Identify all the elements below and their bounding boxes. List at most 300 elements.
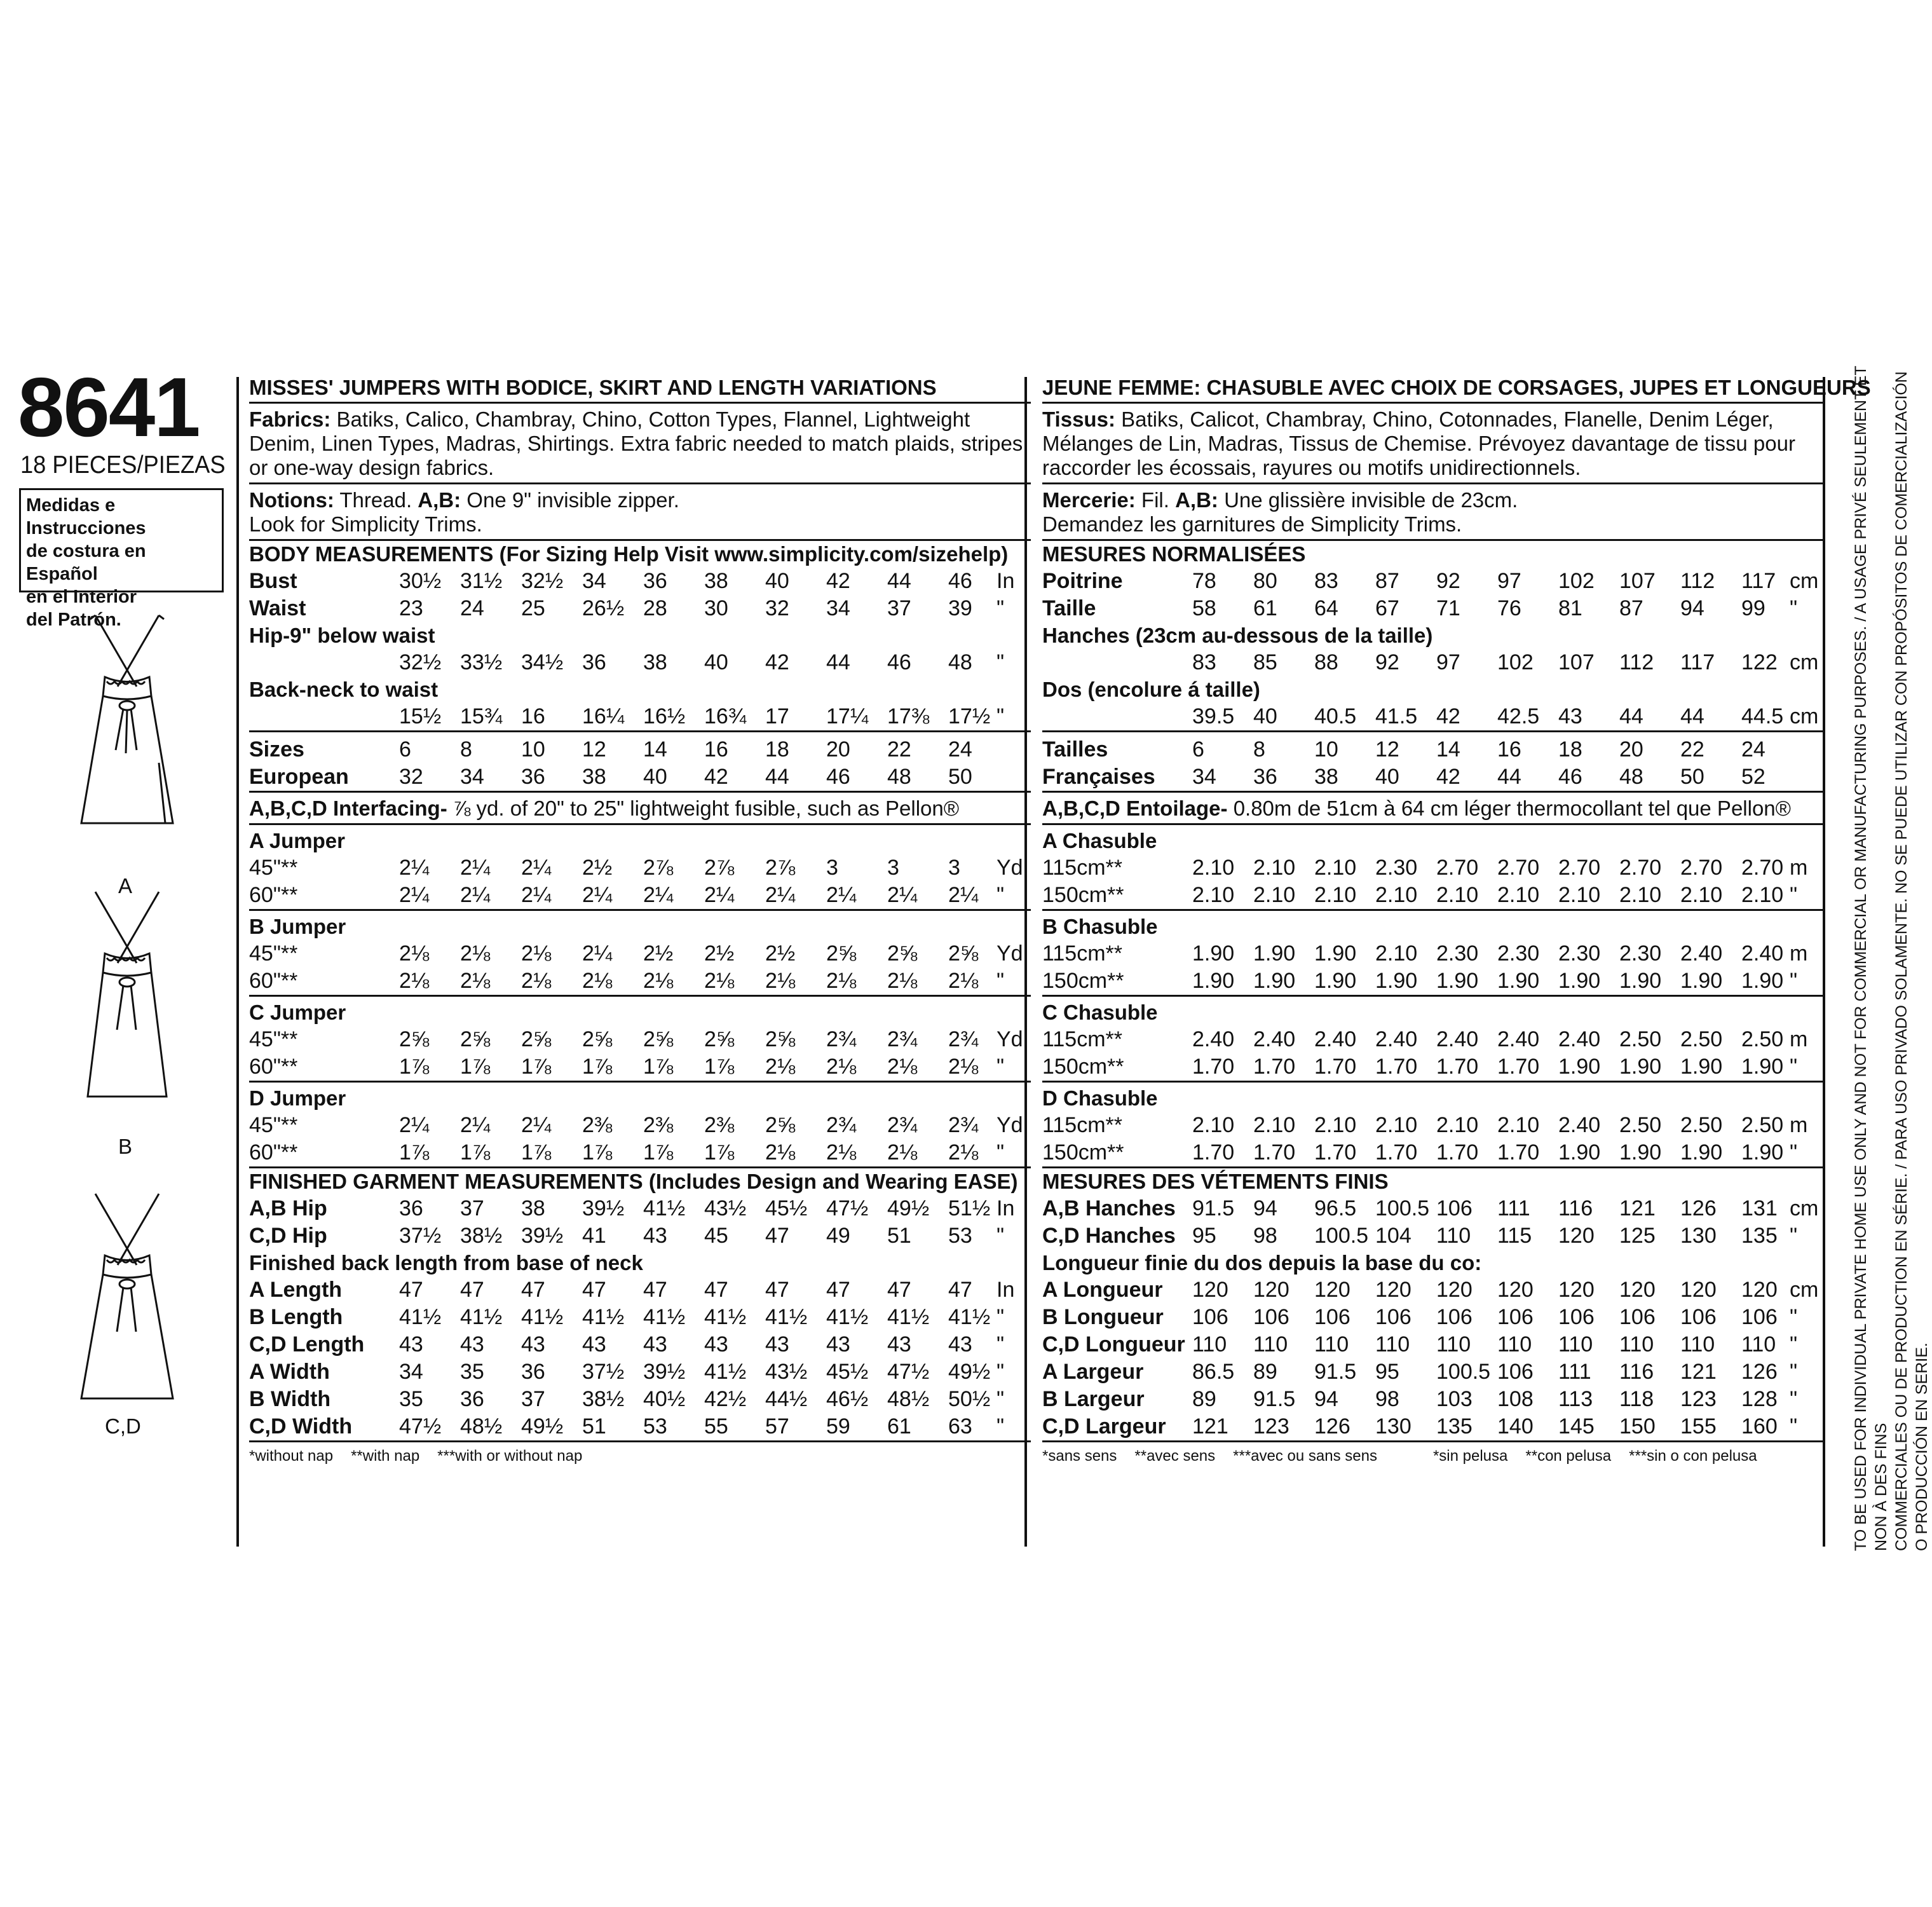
yardage-value: 2.10 <box>1253 883 1296 907</box>
hip-value: 32½ <box>399 650 442 674</box>
yardage-value: 1.90 <box>1680 1140 1723 1165</box>
yardage-value: 2¼ <box>460 856 491 880</box>
yardage-value: 2.70 <box>1619 856 1662 880</box>
yardage-value: 2½ <box>765 941 796 966</box>
fabrics-text: Batiks, Calico, Chambray, Chino, Cotton Types, Flannel, Lightweight Denim, Linen Types, Madras, Shirtings. Extra fabric needed to match plaids, stripes or one-way design fabrics. <box>249 407 1023 479</box>
finished-value: 106 <box>1619 1305 1656 1329</box>
yardage-label: 115cm** <box>1042 856 1122 880</box>
yardage-label: 45"** <box>249 1113 298 1137</box>
finished-value: 110 <box>1192 1332 1227 1357</box>
finished-value: 41½ <box>460 1305 503 1329</box>
yardage-table <box>1042 911 1824 997</box>
yardage-value: 2¼ <box>399 856 430 880</box>
finished-value: 47 <box>582 1278 606 1302</box>
spanish-note-line: del Patrón. <box>26 610 121 630</box>
ab-hip-unit: cm <box>1790 1196 1819 1220</box>
back-neck-value: 15½ <box>399 704 442 728</box>
yardage-table <box>1042 1083 1824 1168</box>
hip-value: 48 <box>948 650 972 674</box>
view-b-label: B <box>118 1135 133 1158</box>
finished-unit: " <box>997 1360 1005 1384</box>
finished-value: 94 <box>1314 1387 1338 1411</box>
yardage-value: 1.90 <box>1680 969 1723 993</box>
finished-value: 49½ <box>521 1414 564 1439</box>
yardage-value: 2.50 <box>1741 1027 1784 1051</box>
finished-value: 86.5 <box>1192 1360 1235 1384</box>
yardage-value: 2⅝ <box>460 1027 491 1051</box>
interfacing-label: A,B,C,D Entoilage- <box>1042 796 1228 820</box>
finished-label: A Width <box>249 1360 330 1384</box>
ab-hip-label: A,B Hanches <box>1042 1196 1176 1220</box>
size-value: 14 <box>1436 737 1460 762</box>
yardage-value: 1⅞ <box>399 1140 430 1165</box>
yardage-value: 2⅛ <box>887 1140 918 1165</box>
ab-hip-unit: In <box>997 1196 1015 1220</box>
hip-value: 88 <box>1314 650 1338 674</box>
size-value: 12 <box>582 737 606 762</box>
bust-value: 78 <box>1192 569 1216 593</box>
european-size-value: 34 <box>1192 765 1216 789</box>
finished-label: C,D Longueur <box>1042 1332 1185 1357</box>
finished-value: 160 <box>1741 1414 1778 1439</box>
finished-row <box>249 1331 1031 1358</box>
finished-value: 110 <box>1680 1332 1715 1357</box>
yardage-value: 2.40 <box>1558 1027 1601 1051</box>
european-size-label: Françaises <box>1042 765 1155 789</box>
yardage-value: 2.10 <box>1192 883 1235 907</box>
cd-hip-unit: " <box>1790 1224 1798 1248</box>
finished-value: 43 <box>521 1332 545 1357</box>
yardage-value: 2.10 <box>1558 883 1601 907</box>
bust-label: Bust <box>249 569 297 593</box>
finished-value: 47 <box>826 1278 850 1302</box>
waist-value: 71 <box>1436 596 1460 620</box>
hip-unit: cm <box>1790 650 1819 674</box>
finished-label: A Length <box>249 1278 343 1302</box>
waist-value: 58 <box>1192 596 1216 620</box>
back-neck-value: 44 <box>1619 704 1643 728</box>
finished-value: 41½ <box>948 1305 991 1329</box>
yardage-value: 2.10 <box>1253 1113 1296 1137</box>
cd-hip-value: 39½ <box>521 1224 564 1248</box>
back-neck-value: 39.5 <box>1192 704 1235 728</box>
cd-hip-unit: " <box>997 1224 1005 1248</box>
footnote: **avec sens <box>1134 1447 1216 1465</box>
cd-hip-value: 110 <box>1436 1224 1471 1248</box>
yardage-value: 2⅛ <box>765 1055 796 1079</box>
finished-value: 43 <box>460 1332 484 1357</box>
yardage-row <box>1042 1139 1824 1166</box>
finished-value: 106 <box>1558 1305 1595 1329</box>
bust-value: 112 <box>1680 569 1715 593</box>
finished-label: A Largeur <box>1042 1360 1144 1384</box>
yardage-label: 115cm** <box>1042 1113 1122 1137</box>
view-a-sketch <box>70 610 184 833</box>
yardage-row <box>249 940 1031 967</box>
finished-unit: " <box>1790 1360 1798 1384</box>
yardage-value: 2⅛ <box>826 1055 857 1079</box>
bust-value: 117 <box>1741 569 1776 593</box>
back-neck-value: 42.5 <box>1497 704 1540 728</box>
finished-value: 57 <box>765 1414 789 1439</box>
notions-trims: Demandez les garnitures de Simplicity Trims. <box>1042 512 1462 536</box>
cd-hip-value: 95 <box>1192 1224 1216 1248</box>
yardage-value: 2¼ <box>521 1113 552 1137</box>
yardage-value: 2.10 <box>1375 1113 1418 1137</box>
bust-value: 36 <box>643 569 667 593</box>
finished-value: 50½ <box>948 1387 991 1411</box>
interfacing-label: A,B,C,D Interfacing- <box>249 796 447 820</box>
yardage-value: 2.40 <box>1436 1027 1479 1051</box>
size-value: 16 <box>1497 737 1521 762</box>
bust-row <box>1042 568 1824 595</box>
yardage-value: 2.40 <box>1253 1027 1296 1051</box>
size-value: 16 <box>704 737 728 762</box>
finished-value: 49½ <box>948 1360 991 1384</box>
yardage-value: 2¼ <box>826 883 857 907</box>
yardage-label: 150cm** <box>1042 883 1124 907</box>
finished-value: 41½ <box>704 1360 747 1384</box>
notions-text: Fil. <box>1141 488 1169 512</box>
hip-value: 44 <box>826 650 850 674</box>
yardage-value: 2⅛ <box>460 941 491 966</box>
size-value: 20 <box>1619 737 1643 762</box>
yardage-value: 2⅛ <box>521 969 552 993</box>
cd-hip-value: 115 <box>1497 1224 1532 1248</box>
finished-value: 120 <box>1558 1278 1595 1302</box>
yardage-heading: D Jumper <box>249 1086 346 1110</box>
finished-unit: " <box>997 1387 1005 1411</box>
yardage-value: 1.90 <box>1253 941 1296 966</box>
yardage-row <box>1042 1026 1824 1053</box>
yardage-value: 2.30 <box>1558 941 1601 966</box>
waist-label: Taille <box>1042 596 1096 620</box>
european-size-row <box>249 763 1031 791</box>
footnote: *without nap <box>249 1447 334 1465</box>
notions-trims: Look for Simplicity Trims. <box>249 512 482 536</box>
ab-hip-row <box>1042 1195 1824 1222</box>
finished-value: 43 <box>948 1332 972 1357</box>
yardage-value: 1.90 <box>1741 1140 1784 1165</box>
spanish-note-line: Medidas e Instrucciones <box>26 495 146 538</box>
yardage-value: 2⅜ <box>704 1113 735 1137</box>
european-size-value: 44 <box>765 765 789 789</box>
yardage-table <box>1042 825 1824 911</box>
finished-value: 55 <box>704 1414 728 1439</box>
finished-value: 34 <box>399 1360 423 1384</box>
fabrics-label: Tissus: <box>1042 407 1115 431</box>
finished-label: C,D Largeur <box>1042 1414 1166 1439</box>
finished-value: 106 <box>1497 1305 1534 1329</box>
ab-hip-value: 116 <box>1558 1196 1593 1220</box>
yardage-value: 2⅛ <box>460 969 491 993</box>
yardage-unit: m <box>1790 856 1808 880</box>
pattern-number: 8641 <box>18 360 200 454</box>
finished-value: 43 <box>643 1332 667 1357</box>
yardage-value: 2.50 <box>1619 1027 1662 1051</box>
finished-value: 39½ <box>643 1360 686 1384</box>
finished-value: 47 <box>704 1278 728 1302</box>
yardage-value: 2.10 <box>1436 1113 1479 1137</box>
ab-hip-value: 41½ <box>643 1196 686 1220</box>
body-measurements-heading: BODY MEASUREMENTS (For Sizing Help Visit www.simplicity.com/sizehelp) <box>249 542 1009 566</box>
yardage-value: 2⅝ <box>826 941 857 966</box>
cd-hip-value: 51 <box>887 1224 911 1248</box>
european-size-row <box>1042 763 1824 791</box>
finished-value: 106 <box>1253 1305 1289 1329</box>
yardage-value: 1.90 <box>1619 1055 1662 1079</box>
bust-value: 34 <box>582 569 606 593</box>
ab-hip-value: 39½ <box>582 1196 625 1220</box>
footnote: *sin pelusa <box>1432 1447 1508 1465</box>
yardage-value: 2⅛ <box>643 969 674 993</box>
yardage-value: 1⅞ <box>399 1055 430 1079</box>
finished-value: 43 <box>765 1332 789 1357</box>
yardage-value: 2.10 <box>1314 856 1357 880</box>
yardage-unit: " <box>1790 1140 1798 1165</box>
yardage-heading: D Chasuble <box>1042 1086 1158 1110</box>
european-size-value: 50 <box>948 765 972 789</box>
size-value: 22 <box>1680 737 1704 762</box>
yardage-value: 2.40 <box>1375 1027 1418 1051</box>
finished-row <box>249 1276 1031 1304</box>
yardage-value: 1⅞ <box>582 1140 613 1165</box>
ab-hip-value: 100.5 <box>1375 1196 1430 1220</box>
fabrics-block <box>249 404 1031 484</box>
ab-hip-value: 45½ <box>765 1196 808 1220</box>
waist-value: 34 <box>826 596 850 620</box>
finished-value: 106 <box>1436 1305 1473 1329</box>
french-column <box>1042 375 1871 1465</box>
yardage-value: 2.70 <box>1680 856 1723 880</box>
yardage-value: 3 <box>887 856 899 880</box>
fabrics-block <box>1042 404 1824 484</box>
yardage-value: 2½ <box>704 941 735 966</box>
yardage-value: 2.10 <box>1192 1113 1235 1137</box>
yardage-value: 2.10 <box>1192 856 1235 880</box>
hip-value: 34½ <box>521 650 564 674</box>
yardage-value: 2⅛ <box>826 969 857 993</box>
cd-hip-row <box>249 1222 1031 1250</box>
yardage-value: 2⅝ <box>643 1027 674 1051</box>
size-value: 10 <box>521 737 545 762</box>
european-size-value: 34 <box>460 765 484 789</box>
european-size-value: 38 <box>582 765 606 789</box>
yardage-value: 1.90 <box>1314 969 1357 993</box>
yardage-value: 1.70 <box>1192 1055 1235 1079</box>
finished-value: 36 <box>521 1360 545 1384</box>
yardage-value: 2¼ <box>399 883 430 907</box>
yardage-value: 2⅛ <box>399 941 430 966</box>
yardage-value: 2⅛ <box>887 1055 918 1079</box>
yardage-value: 1.70 <box>1436 1140 1479 1165</box>
finished-row <box>249 1413 1031 1440</box>
finished-value: 43 <box>582 1332 606 1357</box>
yardage-row <box>1042 1112 1824 1139</box>
european-size-value: 46 <box>1558 765 1582 789</box>
yardage-value: 1.70 <box>1497 1055 1540 1079</box>
finished-label: B Longueur <box>1042 1305 1164 1329</box>
cd-hip-value: 120 <box>1558 1224 1595 1248</box>
yardage-row <box>1042 882 1824 909</box>
finished-value: 121 <box>1680 1360 1717 1384</box>
yardage-label: 45"** <box>249 1027 298 1051</box>
yardage-value: 2.10 <box>1680 883 1723 907</box>
footnote: ***with or without nap <box>437 1447 583 1465</box>
bust-value: 42 <box>826 569 850 593</box>
yardage-value: 2.10 <box>1253 856 1296 880</box>
hip-value: 38 <box>643 650 667 674</box>
yardage-value: 2.40 <box>1558 1113 1601 1137</box>
yardage-table <box>249 1083 1031 1168</box>
finished-row <box>1042 1413 1824 1440</box>
yardage-value: 1.90 <box>1497 969 1540 993</box>
yardage-value: 1.90 <box>1314 941 1357 966</box>
finished-value: 110 <box>1253 1332 1288 1357</box>
yardage-value: 2⅞ <box>704 856 735 880</box>
yardage-value: 1.90 <box>1741 969 1784 993</box>
size-value: 10 <box>1314 737 1338 762</box>
footnotes <box>249 1442 1031 1465</box>
back-neck-value: 43 <box>1558 704 1582 728</box>
yardage-value: 2¾ <box>887 1027 918 1051</box>
yardage-value: 1⅞ <box>704 1055 735 1079</box>
yardage-unit: " <box>1790 883 1798 907</box>
finished-value: 43 <box>704 1332 728 1357</box>
finished-value: 123 <box>1680 1387 1717 1411</box>
finished-value: 41½ <box>765 1305 808 1329</box>
cd-hip-value: 135 <box>1741 1224 1778 1248</box>
footnote: ***sin o con pelusa <box>1629 1447 1757 1465</box>
finished-value: 120 <box>1680 1278 1717 1302</box>
yardage-value: 2½ <box>643 941 674 966</box>
finished-value: 47 <box>399 1278 423 1302</box>
yardage-unit: Yd <box>997 1113 1023 1137</box>
waist-unit: " <box>997 596 1005 620</box>
hip-heading: Hip-9" below waist <box>249 624 435 647</box>
yardage-label: 60"** <box>249 969 298 993</box>
yardage-value: 2¾ <box>887 1113 918 1137</box>
size-label: Tailles <box>1042 737 1108 762</box>
bust-value: 102 <box>1558 569 1595 593</box>
yardage-value: 2⅞ <box>643 856 674 880</box>
finished-value: 155 <box>1680 1414 1717 1439</box>
yardage-value: 1.70 <box>1314 1140 1357 1165</box>
cd-hip-value: 37½ <box>399 1224 442 1248</box>
finished-value: 120 <box>1314 1278 1350 1302</box>
finished-value: 41½ <box>582 1305 625 1329</box>
interfacing-block <box>249 793 1031 825</box>
usage-notice <box>1851 362 1932 1551</box>
cd-hip-value: 38½ <box>460 1224 503 1248</box>
yardage-value: 1.90 <box>1253 969 1296 993</box>
notions-zipper: Une glissière invisible de 23cm. <box>1224 488 1518 512</box>
back-neck-value: 44.5 <box>1741 704 1784 728</box>
yardage-value: 1.70 <box>1375 1140 1418 1165</box>
ab-hip-value: 47½ <box>826 1196 869 1220</box>
european-size-value: 48 <box>1619 765 1643 789</box>
yardage-value: 2.40 <box>1314 1027 1357 1051</box>
finished-heading: FINISHED GARMENT MEASUREMENTS (Includes Design and Wearing EASE) <box>249 1170 1018 1193</box>
yardage-value: 2⅛ <box>887 969 918 993</box>
yardage-value: 1.90 <box>1558 1055 1601 1079</box>
finished-value: 41½ <box>887 1305 930 1329</box>
yardage-value: 1⅞ <box>460 1055 491 1079</box>
finished-value: 44½ <box>765 1387 808 1411</box>
yardage-value: 2⅛ <box>948 969 979 993</box>
yardage-value: 1⅞ <box>704 1140 735 1165</box>
bust-value: 32½ <box>521 569 564 593</box>
yardage-value: 2.50 <box>1619 1113 1662 1137</box>
yardage-label: 150cm** <box>1042 1140 1124 1165</box>
yardage-value: 2.10 <box>1314 1113 1357 1137</box>
waist-value: 24 <box>460 596 484 620</box>
yardage-unit: " <box>997 1055 1005 1079</box>
ab-hip-value: 126 <box>1680 1196 1717 1220</box>
back-neck-heading: Dos (encolure á taille) <box>1042 678 1260 701</box>
yardage-heading: C Chasuble <box>1042 1001 1158 1024</box>
finished-unit: " <box>997 1332 1005 1357</box>
bust-row <box>249 568 1031 595</box>
ab-hip-row <box>249 1195 1031 1222</box>
finished-value: 35 <box>460 1360 484 1384</box>
yardage-value: 2¼ <box>765 883 796 907</box>
finished-value: 106 <box>1314 1305 1350 1329</box>
yardage-value: 2⅛ <box>826 1140 857 1165</box>
yardage-value: 2⅝ <box>521 1027 552 1051</box>
sizes-table <box>1042 732 1824 793</box>
yardage-row <box>249 967 1031 995</box>
yardage-row <box>1042 940 1824 967</box>
yardage-value: 2⅝ <box>887 941 918 966</box>
yardage-unit: " <box>997 969 1005 993</box>
european-size-value: 42 <box>704 765 728 789</box>
yardage-value: 2⅛ <box>521 941 552 966</box>
yardage-value: 2¾ <box>948 1113 979 1137</box>
size-value: 12 <box>1375 737 1399 762</box>
view-a-label: A <box>118 874 133 898</box>
bust-value: 40 <box>765 569 789 593</box>
yardage-value: 1.90 <box>1619 1140 1662 1165</box>
finished-unit: " <box>997 1305 1005 1329</box>
back-neck-value: 40.5 <box>1314 704 1357 728</box>
finished-value: 110 <box>1558 1332 1593 1357</box>
size-label: Sizes <box>249 737 304 762</box>
finished-value: 110 <box>1314 1332 1349 1357</box>
finished-label: B Length <box>249 1305 343 1329</box>
hip-value: 102 <box>1497 650 1534 674</box>
yardage-value: 2¼ <box>643 883 674 907</box>
fabrics-text: Batiks, Calicot, Chambray, Chino, Cotonnades, Flanelle, Denim Léger, Mélanges de Lin, Madras, Tissus de Chemise. Prévoyez davantage de tissu pour raccorder les écossais, rayures ou motifs unidirectionnels. <box>1042 407 1795 479</box>
ab-hip-value: 91.5 <box>1192 1196 1235 1220</box>
yardage-label: 115cm** <box>1042 941 1122 966</box>
finished-value: 110 <box>1375 1332 1410 1357</box>
yardage-label: 60"** <box>249 883 298 907</box>
left-divider <box>236 377 239 1547</box>
cd-hip-value: 100.5 <box>1314 1224 1369 1248</box>
hip-value: 83 <box>1192 650 1216 674</box>
size-value: 6 <box>399 737 411 762</box>
yardage-unit: " <box>1790 1055 1798 1079</box>
yardage-row <box>1042 854 1824 882</box>
hip-row <box>1042 649 1824 676</box>
size-value: 18 <box>765 737 789 762</box>
yardage-row <box>1042 1053 1824 1081</box>
back-neck-row <box>1042 703 1824 730</box>
yardage-value: 2.50 <box>1680 1027 1723 1051</box>
ab-hip-value: 38 <box>521 1196 545 1220</box>
size-value: 8 <box>1253 737 1265 762</box>
